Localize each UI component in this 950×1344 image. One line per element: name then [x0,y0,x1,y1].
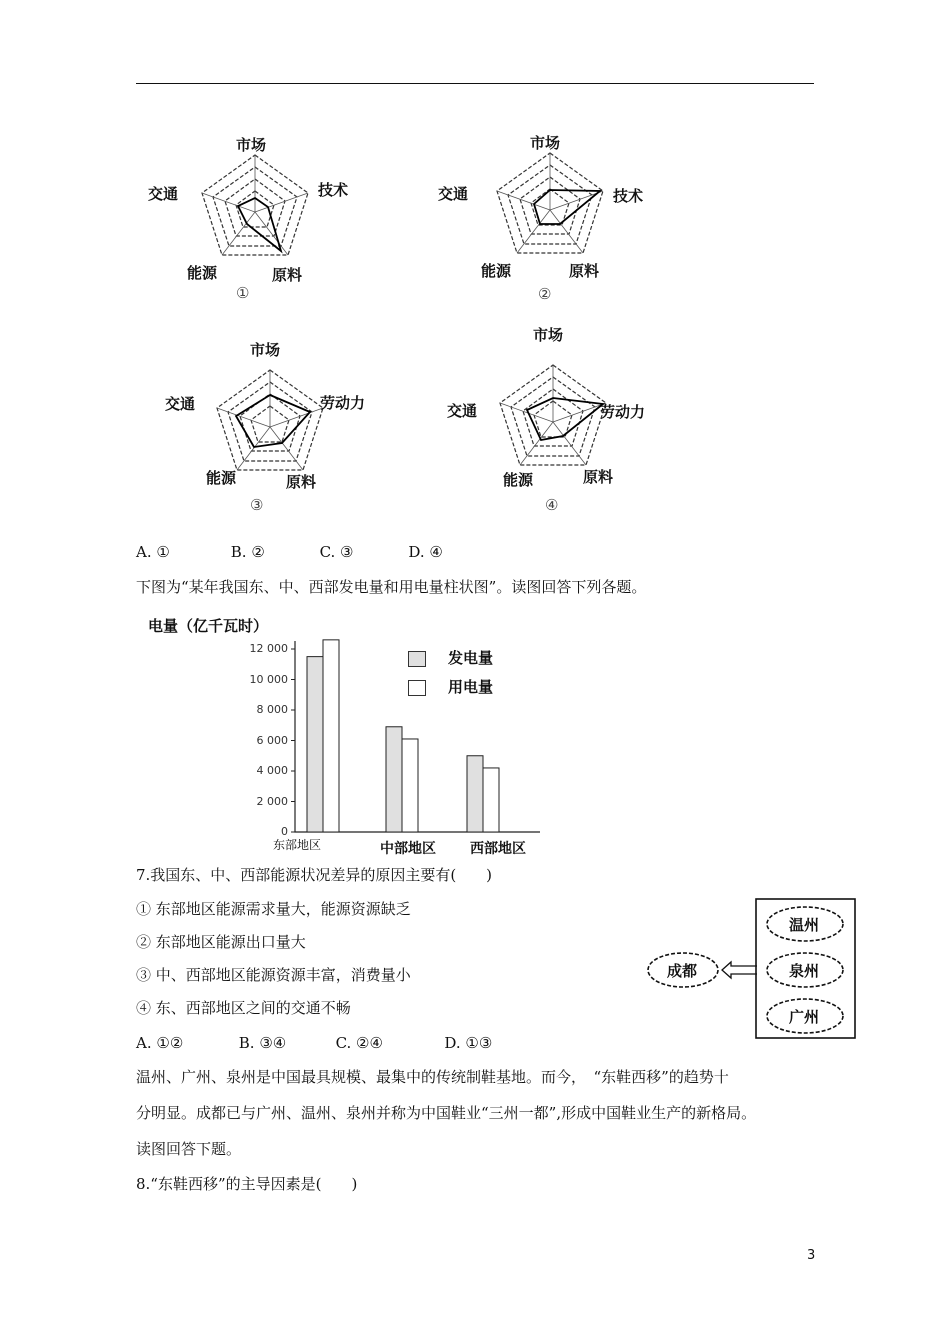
y-tick-label: 0 [281,825,288,838]
radar-4-label-transport: 交通 [447,402,478,420]
chart-intro: 下图为“某年我国东、中、西部发电量和用电量柱状图”。读图回答下列各题。 [136,578,647,596]
radar-4-label-raw: 原料 [583,468,614,486]
chart-ylabel: 电量（亿千瓦时） [148,617,269,635]
page-number: 3 [807,1248,816,1263]
bar-consumption-1 [402,739,418,832]
passage-line-1: 温州、广州、泉州是中国最具规模、最集中的传统制鞋基地。而今， “东鞋西移”的趋势十 [136,1068,729,1086]
bar-consumption-2 [483,768,499,832]
bar-consumption-0 [323,640,339,832]
radar-3-label-labor: 劳动力 [320,394,366,412]
bar-generation-1 [386,727,402,832]
radar-4-label-market: 市场 [533,326,564,344]
node-guangzhou-label: 广州 [789,1008,820,1026]
passage-line-3: 读图回答下题。 [136,1140,242,1158]
radar-chart-1 [195,150,315,260]
q7-option-c[interactable]: C. ②④ [335,1034,383,1052]
radar-2-number: ② [538,285,552,303]
y-tick-label: 4 000 [256,764,288,777]
q6-option-b[interactable]: B. ② [230,543,265,561]
radar-4-profile [527,398,603,440]
radar-1-label-raw: 原料 [272,266,303,284]
q7-item-1: ① 东部地区能源需求量大，能源资源缺乏 [136,900,411,918]
radar-1-label-market: 市场 [236,136,267,154]
q7-item-2: ② 东部地区能源出口量大 [136,933,306,951]
y-tick-label: 10 000 [249,672,288,686]
bar-chart [250,630,550,860]
legend-swatch-generation [408,651,426,667]
q7-options [136,1033,514,1053]
q7-item-4: ④ 东、西部地区之间的交通不畅 [136,999,351,1017]
radar-1-profile [238,198,281,251]
node-chengdu-label: 成都 [667,962,698,980]
q7-item-3: ③ 中、西部地区能源资源丰富，消费量小 [136,966,411,984]
radar-2-label-energy: 能源 [481,262,512,280]
bar-generation-0 [307,657,323,832]
y-tick-label: 2 000 [256,794,288,808]
radar-chart-2 [490,148,610,258]
radar-2-label-raw: 原料 [569,262,600,280]
q6-options [136,542,468,562]
radar-chart-3 [210,365,330,475]
q7-option-d[interactable]: D. ①③ [444,1034,493,1052]
radar-3-number: ③ [250,496,264,514]
radar-2-label-tech: 技术 [613,187,644,205]
radar-1-axes [202,155,308,255]
x-category-label: 西部地区 [470,841,526,857]
node-wenzhou-label: 温州 [789,916,820,934]
passage-line-2: 分明显。成都已与广州、温州、泉州并称为中国鞋业“三州一都”,形成中国鞋业生产的新格局。 [136,1104,757,1122]
arrow-west [722,962,757,978]
q7-option-a[interactable]: A. ①② [136,1034,184,1052]
x-category-label: 中部地区 [380,841,436,857]
y-tick-label: 8 000 [256,703,288,716]
radar-chart-4 [493,360,613,470]
y-tick-label: 6 000 [256,733,288,747]
legend-label-consumption: 用电量 [448,678,494,696]
radar-3-label-transport: 交通 [165,395,196,413]
radar-1-number: ① [236,284,250,302]
radar-3-axes [217,370,323,470]
radar-1-label-transport: 交通 [148,185,179,203]
radar-4-label-labor: 劳动力 [600,403,646,421]
q8-stem: 8.“东鞋西移”的主导因素是( ) [136,1175,358,1193]
q6-option-c[interactable]: C. ③ [319,543,354,561]
bar-generation-2 [467,756,483,832]
radar-1-label-energy: 能源 [187,264,218,282]
radar-3-label-market: 市场 [250,341,281,359]
q6-option-d[interactable]: D. ④ [408,543,443,561]
q7-stem: 7.我国东、中、西部能源状况差异的原因主要有( ) [136,866,493,884]
header-rule [136,83,814,84]
y-tick-label: 12 000 [249,642,288,655]
radar-2-axes [497,153,603,253]
radar-3-label-raw: 原料 [286,473,317,491]
q7-option-b[interactable]: B. ③④ [238,1034,287,1052]
radar-2-label-market: 市场 [530,134,561,152]
legend-label-generation: 发电量 [448,649,494,667]
radar-1-label-tech: 技术 [318,181,349,199]
radar-2-label-transport: 交通 [438,185,469,203]
radar-3-label-energy: 能源 [206,469,237,487]
radar-4-label-energy: 能源 [503,471,534,489]
radar-4-number: ④ [545,496,559,514]
legend-swatch-consumption [408,680,426,696]
q6-option-a[interactable]: A. ① [136,543,170,561]
radar-2-profile [534,190,600,224]
node-quanzhou-label: 泉州 [789,962,820,980]
x-category-label: 东部地区 [273,838,322,852]
